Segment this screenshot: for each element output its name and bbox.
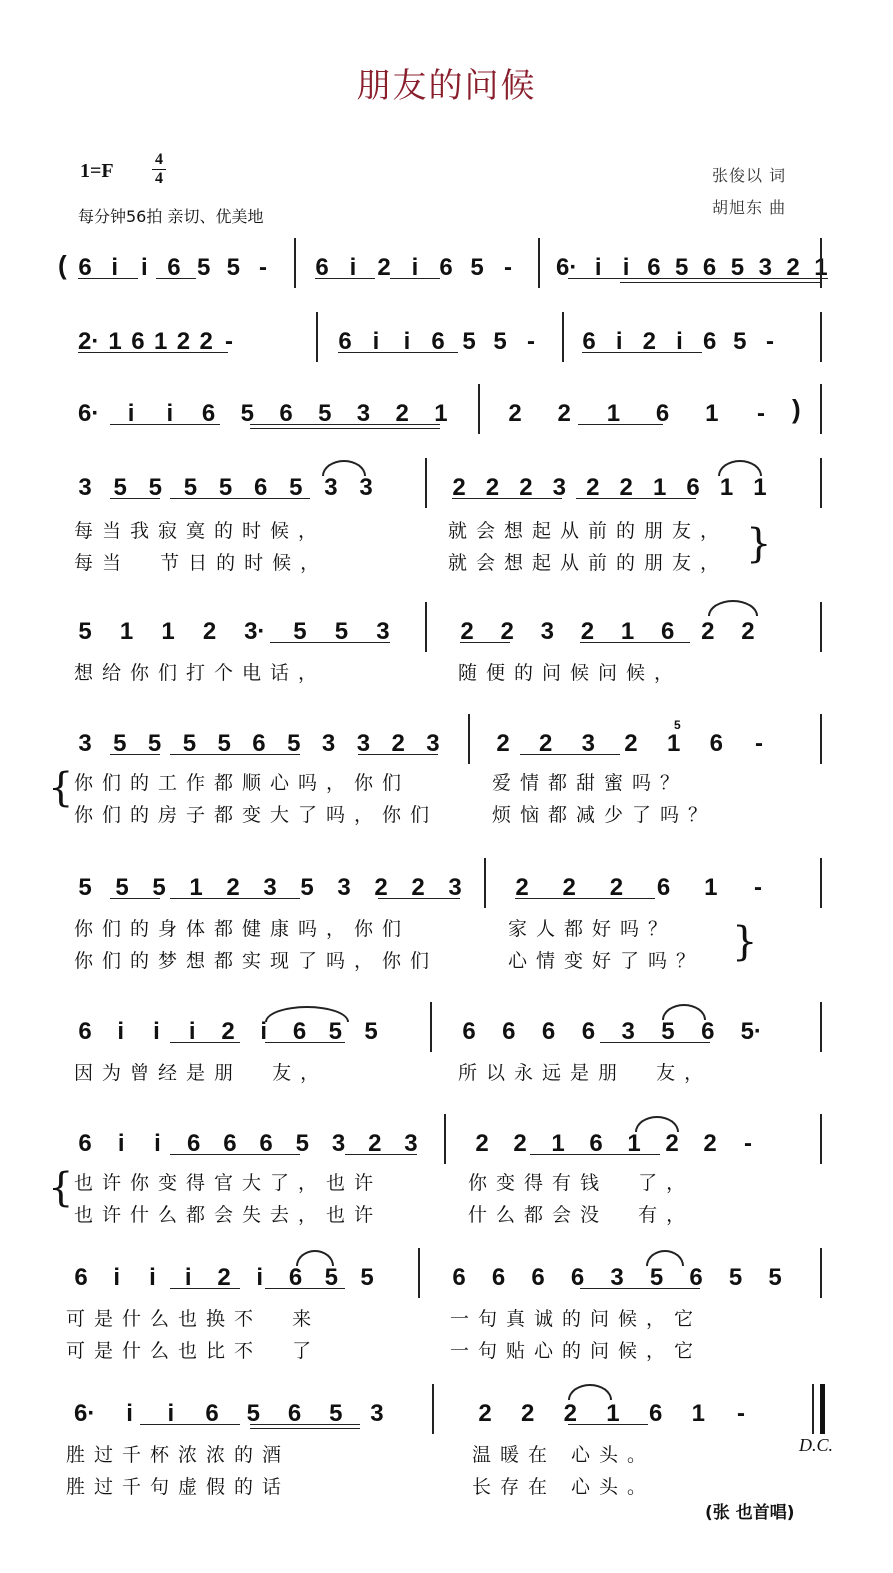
time-sig-bottom: 4 — [155, 170, 163, 187]
note: 1 — [691, 1400, 705, 1427]
note: 2 — [368, 1130, 382, 1157]
note: 5 — [661, 1018, 675, 1045]
note: 3 — [370, 1400, 384, 1427]
note: 5 — [240, 400, 254, 427]
note: 6 — [709, 730, 723, 757]
note: 2 — [508, 400, 522, 427]
note: i — [676, 328, 683, 355]
measure — [475, 1124, 755, 1164]
note: 5 — [287, 730, 301, 757]
note: i — [188, 1018, 196, 1045]
note: i — [154, 1130, 161, 1157]
note: 6 — [589, 1130, 603, 1157]
note: 5 — [78, 874, 92, 901]
note: 2 — [609, 874, 624, 901]
note: 6 — [201, 400, 216, 427]
note: 6 — [656, 874, 671, 901]
note: 6· — [78, 400, 100, 427]
lyric-verse2: 也许什么都会失去，也许 — [74, 1204, 383, 1226]
lyric-verse1: 爱情都甜蜜吗？ — [492, 772, 689, 794]
note: i — [140, 254, 148, 281]
note: 2 — [665, 1130, 679, 1157]
lyric-verse2: 什么都会没 有， — [468, 1204, 695, 1226]
note: 6 — [491, 1264, 506, 1291]
note: - — [736, 1400, 745, 1427]
note: 5 — [182, 730, 197, 757]
note: 2 — [176, 328, 191, 355]
note: i — [126, 1400, 133, 1427]
note: 6 — [186, 1130, 201, 1157]
note: 2· — [78, 328, 100, 355]
note: 3· — [244, 618, 266, 645]
measure — [78, 1124, 418, 1164]
note: 2 — [703, 1130, 717, 1157]
note: 2 — [642, 328, 656, 355]
lyric-verse1: 就会想起从前的朋友， — [448, 520, 729, 542]
note: 3 — [581, 730, 595, 757]
note: i — [113, 1264, 121, 1291]
note: 3 — [448, 874, 462, 901]
note: i — [349, 254, 357, 281]
lyric-verse2: 可是什么也比不 了 — [66, 1340, 321, 1362]
note: 2 — [485, 474, 500, 501]
measure — [315, 248, 515, 288]
note: 2 — [391, 730, 405, 757]
note: 2 — [452, 474, 466, 501]
note: 1 — [705, 400, 719, 427]
note: 5 — [226, 254, 240, 281]
note: i — [403, 328, 411, 355]
note: - — [753, 874, 762, 901]
singer-credit: (张 也首唱) — [705, 1503, 795, 1523]
time-signature — [152, 152, 166, 187]
note: 1 — [119, 618, 134, 645]
note: 3 — [359, 474, 373, 501]
note: - — [527, 328, 535, 355]
measure — [496, 724, 766, 764]
note: i — [411, 254, 419, 281]
note: 1 — [108, 328, 122, 355]
note: 3 — [356, 730, 371, 757]
note: 5 — [728, 1264, 743, 1291]
note: 5 — [183, 474, 198, 501]
note: 2 — [202, 618, 217, 645]
note: 6 — [78, 254, 92, 281]
note: 6 — [701, 1018, 715, 1045]
note: - — [754, 730, 763, 757]
note: 5 — [364, 1018, 378, 1045]
note: 3 — [324, 474, 338, 501]
note: 1 — [704, 874, 718, 901]
note: 3 — [376, 618, 390, 645]
key-signature: 1=F — [80, 160, 114, 182]
note: 6 — [74, 1264, 88, 1291]
note: 2 — [515, 874, 529, 901]
note: i — [111, 254, 118, 281]
lyric-verse1: 因为曾经是朋 友， — [74, 1062, 329, 1084]
note: 6 — [462, 1018, 476, 1045]
note: 3 — [758, 254, 772, 281]
note: 3 — [356, 400, 371, 427]
song-title: 朋友的问候 — [356, 66, 537, 106]
note: 5 — [196, 254, 211, 281]
note: 6 — [661, 618, 675, 645]
note: 6 — [205, 1400, 219, 1427]
note: 5 — [470, 254, 484, 281]
note: 5 — [295, 1130, 309, 1157]
note: 1 — [814, 254, 828, 281]
note: 1 — [719, 474, 734, 501]
note: i — [166, 400, 174, 427]
note: 2 — [475, 1130, 489, 1157]
note: 5 — [324, 1264, 338, 1291]
note: 2 — [226, 874, 240, 901]
measure — [452, 1258, 782, 1298]
note: 5 — [115, 874, 129, 901]
note: 6 — [648, 1400, 663, 1427]
note: i — [260, 1018, 268, 1045]
note: i — [184, 1264, 192, 1291]
note: 6 — [253, 474, 268, 501]
composer-credit: 胡旭东 曲 — [712, 198, 787, 217]
measure — [78, 724, 440, 764]
note: 1 — [652, 474, 667, 501]
note: 1 — [627, 1130, 641, 1157]
measure — [582, 322, 777, 362]
note: 2 — [741, 618, 755, 645]
note: 5 — [730, 254, 745, 281]
note: 3 — [540, 618, 554, 645]
note: 1 — [161, 618, 175, 645]
note: 1 — [620, 618, 635, 645]
note: 6 — [315, 254, 329, 281]
note: i — [117, 1018, 125, 1045]
lyric-verse1: 你们的工作都顺心吗，你们 — [74, 772, 411, 794]
note: 2 — [199, 328, 213, 355]
note: 6 — [541, 1018, 556, 1045]
lyric-verse2: 你们的房子都变大了吗，你们 — [74, 804, 439, 826]
measure — [78, 868, 462, 908]
note: 2 — [619, 474, 633, 501]
lyric-verse2: 一句贴心的问候，它 — [450, 1340, 703, 1362]
note: i — [117, 1130, 125, 1157]
da-capo-marking: D.C. — [798, 1435, 833, 1455]
note: 6 — [581, 1018, 596, 1045]
note: 6 — [702, 254, 717, 281]
note: 6 — [279, 400, 293, 427]
note: 6 — [702, 328, 717, 355]
note: 1 — [551, 1130, 565, 1157]
note: 5· — [740, 1018, 762, 1045]
note: 2 — [563, 1400, 577, 1427]
note: 3 — [321, 730, 336, 757]
lyric-verse1: 随便的问候问候， — [458, 662, 683, 684]
lyric-verse1: 想给你们打个电话， — [74, 662, 327, 684]
lyric-verse2: 就会想起从前的朋友， — [448, 552, 729, 574]
time-sig-top: 4 — [155, 151, 163, 168]
note: 5 — [328, 1018, 342, 1045]
lyric-verse1: 温暖在 心头。 — [472, 1444, 656, 1466]
note: 5 — [360, 1264, 374, 1291]
lyric-verse1: 每当我寂寞的时候， — [74, 520, 327, 542]
measure — [78, 612, 390, 652]
note: 3 — [78, 474, 92, 501]
note: - — [765, 328, 774, 355]
note: 2 — [217, 1264, 231, 1291]
lyric-verse2: 胜过千句虚假的话 — [66, 1476, 291, 1498]
note: 6 — [439, 254, 453, 281]
lyric-verse2: 心情变好了吗？ — [508, 950, 705, 972]
note: 5 — [152, 874, 166, 901]
note: 2 — [786, 254, 800, 281]
note: 6 — [431, 328, 445, 355]
tempo-marking: 每分钟56拍 亲切、优美地 — [78, 207, 264, 226]
note: 5 — [300, 874, 314, 901]
note: 5 — [675, 254, 689, 281]
lyric-verse1: 也许你变得官大了，也许 — [74, 1172, 383, 1194]
note: 6 — [167, 254, 181, 281]
note: 2 — [496, 730, 510, 757]
note: i — [615, 328, 623, 355]
note: 5 — [113, 730, 127, 757]
note: 3 — [426, 730, 440, 757]
note: 5 — [318, 400, 332, 427]
note: 6· — [556, 254, 578, 281]
note: 2 — [377, 254, 391, 281]
note: 3 — [610, 1264, 624, 1291]
note: 3 — [621, 1018, 635, 1045]
note: 2 — [580, 618, 595, 645]
note: 5 — [78, 618, 92, 645]
note: 1 — [434, 400, 448, 427]
note: 1 — [606, 400, 621, 427]
note: 1 — [606, 1400, 620, 1427]
note: 6 — [689, 1264, 703, 1291]
measure — [338, 322, 538, 362]
note: 5 — [289, 474, 303, 501]
note: 5 — [649, 1264, 664, 1291]
note: 2 — [701, 618, 715, 645]
note: 6 — [131, 328, 145, 355]
note: 5 — [462, 328, 476, 355]
note: 6 — [502, 1018, 516, 1045]
note: 6 — [647, 254, 661, 281]
note: 2 — [478, 1400, 492, 1427]
note: 2 — [562, 874, 576, 901]
measure — [508, 394, 768, 434]
note: 3 — [552, 474, 566, 501]
lyric-verse1: 所以永远是朋 友， — [458, 1062, 713, 1084]
note: - — [744, 1130, 752, 1157]
note: 3 — [337, 874, 351, 901]
note: 6 — [570, 1264, 585, 1291]
note: 2 — [520, 1400, 535, 1427]
note: 6 — [287, 1400, 302, 1427]
note: i — [167, 1400, 175, 1427]
note: 6 — [655, 400, 670, 427]
note: 6· — [74, 1400, 96, 1427]
note: i — [153, 1018, 160, 1045]
note: - — [224, 328, 233, 355]
note: 5 — [148, 474, 162, 501]
note: 5 — [334, 618, 349, 645]
lyric-verse1: 你们的身体都健康吗，你们 — [74, 918, 411, 940]
note: 5 — [113, 474, 127, 501]
note: 5 — [217, 730, 231, 757]
lyric-verse1: 一句真诚的问候，它 — [450, 1308, 703, 1330]
measure — [460, 612, 755, 652]
note: 5 — [218, 474, 233, 501]
note: 1 — [753, 474, 767, 501]
note: 5 — [493, 328, 507, 355]
grace-note: 5 — [674, 718, 681, 732]
note: 6 — [531, 1264, 545, 1291]
note: 6 — [686, 474, 700, 501]
note: 3 — [404, 1130, 418, 1157]
note: 5 — [329, 1400, 343, 1427]
note: 2 — [460, 618, 474, 645]
note: i — [149, 1264, 156, 1291]
measure — [78, 248, 270, 288]
note: 6 — [78, 1018, 92, 1045]
note: 1 — [666, 730, 681, 757]
note: - — [258, 254, 267, 281]
note: i — [594, 254, 602, 281]
lyricist-credit: 张俊以 词 — [712, 166, 787, 185]
lyric-verse2: 每当 节日的时候， — [74, 552, 329, 574]
note: 2 — [221, 1018, 235, 1045]
note: 6 — [582, 328, 596, 355]
note: 6 — [223, 1130, 237, 1157]
note: 5 — [293, 618, 307, 645]
note: 2 — [411, 874, 425, 901]
measure — [515, 868, 765, 908]
note: 5 — [147, 730, 162, 757]
note: 6 — [292, 1018, 307, 1045]
measure — [78, 322, 236, 362]
note: 2 — [513, 1130, 527, 1157]
note: 5 — [733, 328, 747, 355]
measure — [462, 1012, 762, 1052]
note: 2 — [557, 400, 571, 427]
note: i — [372, 328, 380, 355]
note: 2 — [519, 474, 533, 501]
note: - — [756, 400, 765, 427]
lyric-verse2: 长存在 心头。 — [472, 1476, 656, 1498]
note: 5 — [246, 1400, 260, 1427]
lyric-verse2: 烦恼都减少了吗？ — [492, 804, 717, 826]
note: 2 — [538, 730, 553, 757]
note: 6 — [288, 1264, 303, 1291]
note: 3 — [263, 874, 277, 901]
lyric-verse1: 可是什么也换不 来 — [66, 1308, 321, 1330]
lyric-verse1: 家人都好吗？ — [508, 918, 677, 940]
note: 2 — [624, 730, 638, 757]
note: 2 — [500, 618, 514, 645]
lyric-verse1: 你变得有钱 了， — [468, 1172, 695, 1194]
lyric-verse2: 你们的梦想都实现了吗，你们 — [74, 950, 439, 972]
note: 6 — [259, 1130, 273, 1157]
note: 3 — [78, 730, 92, 757]
lyric-verse1: 胜过千杯浓浓的酒 — [66, 1444, 291, 1466]
note: 1 — [189, 874, 203, 901]
note: i — [622, 254, 630, 281]
note: 2 — [586, 474, 600, 501]
note: 3 — [331, 1130, 346, 1157]
note: 5 — [768, 1264, 782, 1291]
measure — [478, 1394, 748, 1434]
note: - — [504, 254, 512, 281]
note: 6 — [252, 730, 266, 757]
note: 2 — [374, 874, 388, 901]
note: 6 — [452, 1264, 466, 1291]
note: 6 — [78, 1130, 92, 1157]
note: 1 — [153, 328, 168, 355]
note: 6 — [338, 328, 352, 355]
note: i — [127, 400, 135, 427]
note: 2 — [395, 400, 409, 427]
note: i — [256, 1264, 264, 1291]
